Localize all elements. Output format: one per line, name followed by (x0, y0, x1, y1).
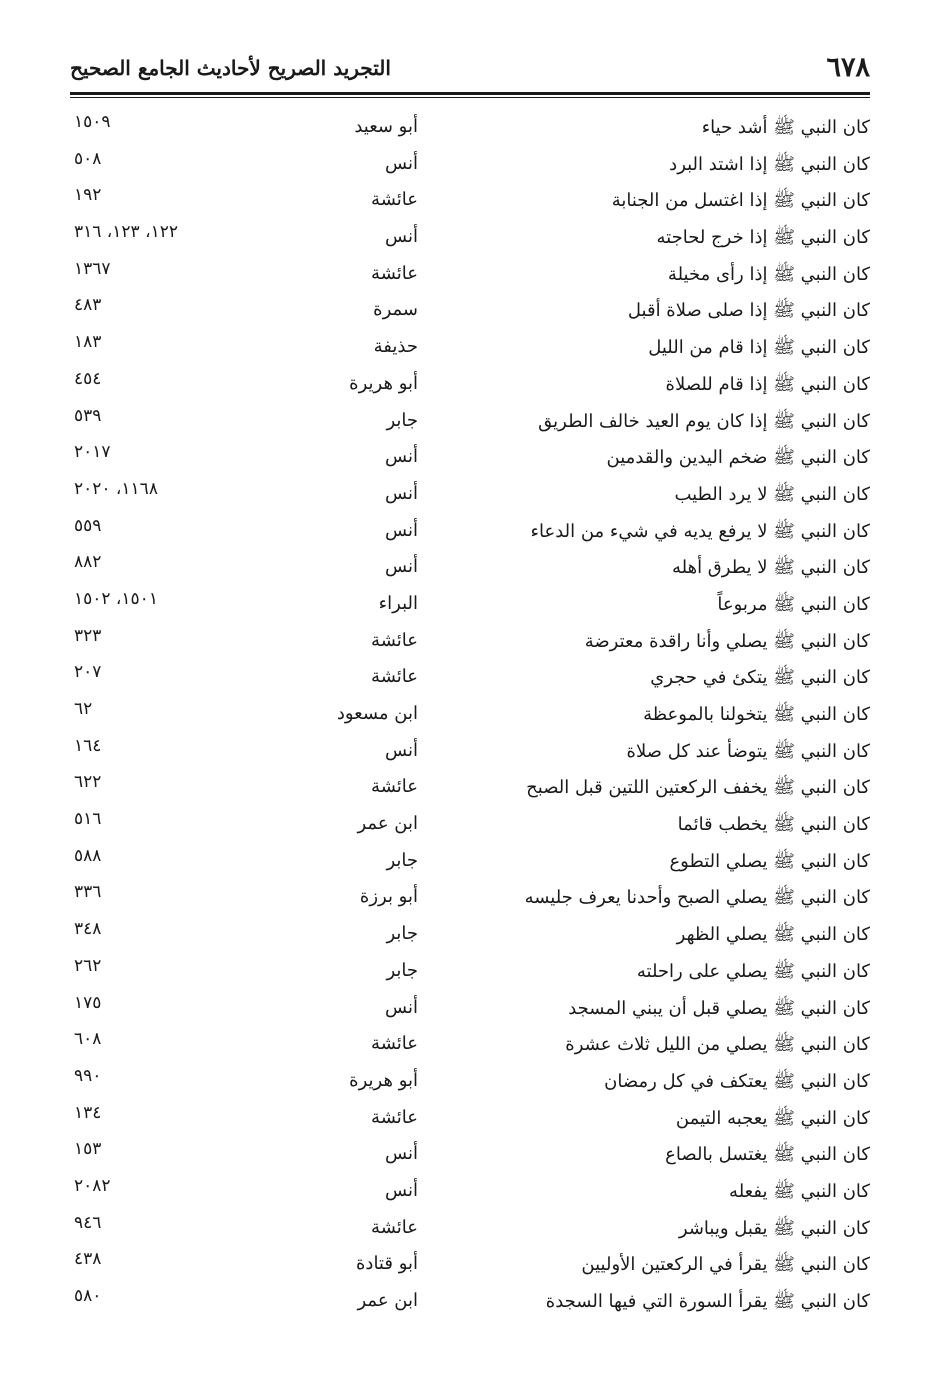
hadith-reference-numbers: ٥٥٩ (74, 515, 102, 536)
hadith-reference-numbers: ٥٨٨ (74, 845, 102, 866)
hadith-reference-numbers: ٨٨٢ (74, 552, 102, 573)
index-entry (70, 259, 870, 296)
index-entry (70, 626, 870, 663)
hadith-text: كان النبي ﷺ مربوعاً (717, 593, 870, 615)
hadith-text: كان النبي ﷺ إذا كان يوم العيد خالف الطريق (538, 410, 870, 432)
hadith-reference-numbers: ١٥٣ (74, 1139, 102, 1160)
narrator-name: ابن عمر (357, 1290, 418, 1311)
hadith-reference-numbers: ٦٠٨ (74, 1029, 102, 1050)
narrator-name: أنس (385, 446, 418, 468)
running-title: التجريد الصريح لأحاديث الجامع الصحيح (70, 56, 391, 80)
hadith-reference-numbers: ٥٣٩ (74, 405, 102, 426)
hadith-reference-numbers: ١٣٤ (74, 1102, 102, 1123)
index-entry (70, 1286, 870, 1323)
hadith-text: كان النبي ﷺ ضخم اليدين والقدمين (606, 447, 870, 469)
hadith-text: كان النبي ﷺ يعجبه التيمن (675, 1107, 870, 1129)
hadith-reference-numbers: ١٥٠٩ (74, 112, 111, 132)
index-entry (70, 736, 870, 773)
narrator-name: أبو هريرة (349, 372, 418, 394)
hadith-reference-numbers: ٥٨٠ (74, 1286, 102, 1306)
hadith-index-list (70, 112, 870, 1323)
index-entry (70, 699, 870, 736)
hadith-text: كان النبي ﷺ يتوضأ عند كل صلاة (626, 740, 870, 762)
hadith-reference-numbers: ٣٤٨ (74, 919, 102, 940)
hadith-text: كان النبي ﷺ يصلي قبل أن يبني المسجد (568, 997, 870, 1019)
narrator-name: عائشة (371, 776, 418, 798)
index-entry (70, 1249, 870, 1286)
hadith-reference-numbers: ١٢٢، ١٢٣، ٣١٦ (74, 222, 178, 243)
hadith-text: كان النبي ﷺ يصلي الظهر (676, 924, 870, 946)
index-entry (70, 479, 870, 516)
hadith-text: كان النبي ﷺ إذا قام من الليل (648, 337, 870, 359)
hadith-text: كان النبي ﷺ يقرأ في الركعتين الأوليين (581, 1254, 870, 1276)
narrator-name: أبو هريرة (349, 1069, 418, 1091)
index-entry (70, 772, 870, 809)
narrator-name: أنس (385, 1143, 418, 1165)
hadith-text: كان النبي ﷺ إذا رأى مخيلة (667, 263, 870, 285)
narrator-name: أنس (385, 519, 418, 541)
index-entry (70, 149, 870, 186)
narrator-name: جابر (386, 409, 418, 431)
narrator-name: جابر (386, 923, 418, 945)
hadith-text: كان النبي ﷺ إذا اشتد البرد (669, 153, 870, 175)
hadith-text: كان النبي ﷺ إذا قام للصلاة (665, 373, 870, 395)
index-entry (70, 993, 870, 1030)
narrator-name: سمرة (373, 299, 418, 321)
hadith-text: كان النبي ﷺ يخفف الركعتين اللتين قبل الصبح (526, 777, 870, 799)
hadith-reference-numbers: ٢٠٨٢ (74, 1175, 111, 1196)
narrator-name: أنس (385, 152, 418, 174)
index-entry (70, 442, 870, 479)
narrator-name: أبو سعيد (354, 116, 418, 137)
hadith-reference-numbers: ٢٠١٧ (74, 442, 111, 463)
index-entry (70, 369, 870, 406)
hadith-reference-numbers: ٥١٦ (74, 809, 102, 830)
narrator-name: جابر (386, 849, 418, 871)
index-entry (70, 1213, 870, 1250)
narrator-name: عائشة (371, 1033, 418, 1055)
index-entry (70, 956, 870, 993)
hadith-reference-numbers: ٢٠٧ (74, 662, 102, 683)
header-rule-thin (70, 97, 870, 98)
hadith-text: كان النبي ﷺ يتكئ في حجري (650, 667, 870, 689)
index-entry (70, 406, 870, 443)
hadith-text: كان النبي ﷺ يقبل ويباشر (678, 1217, 870, 1239)
narrator-name: حذيفة (373, 336, 418, 358)
index-entry (70, 112, 870, 149)
hadith-reference-numbers: ٤٨٣ (74, 295, 102, 316)
hadith-text: كان النبي ﷺ لا يرد الطيب (674, 483, 870, 505)
narrator-name: ابن مسعود (336, 703, 418, 724)
hadith-text: كان النبي ﷺ يخطب قائما (677, 814, 870, 836)
index-entry (70, 552, 870, 589)
index-entry (70, 1029, 870, 1066)
index-entry (70, 332, 870, 369)
narrator-name: أبو قتادة (356, 1253, 418, 1275)
index-entry (70, 882, 870, 919)
hadith-text: كان النبي ﷺ يفعله (729, 1180, 870, 1202)
hadith-reference-numbers: ٩٩٠ (74, 1065, 102, 1086)
hadith-reference-numbers: ٦٢ (74, 699, 93, 719)
hadith-text: كان النبي ﷺ يصلي وأنا راقدة معترضة (584, 630, 870, 652)
narrator-name: أبو برزة (359, 886, 418, 908)
narrator-name: البراء (378, 592, 418, 614)
hadith-reference-numbers: ٤٥٤ (74, 368, 102, 389)
hadith-reference-numbers: ١٨٣ (74, 332, 102, 353)
hadith-reference-numbers: ٤٣٨ (74, 1249, 102, 1270)
narrator-name: أنس (385, 226, 418, 248)
hadith-reference-numbers: ٣٣٦ (74, 882, 102, 903)
index-entry (70, 1139, 870, 1176)
index-entry (70, 1066, 870, 1103)
narrator-name: عائشة (371, 666, 418, 688)
index-entry (70, 919, 870, 956)
hadith-text: كان النبي ﷺ يصلي التطوع (669, 850, 870, 872)
hadith-text: كان النبي ﷺ لا يطرق أهله (671, 557, 870, 579)
hadith-reference-numbers: ١٣٦٧ (74, 258, 111, 279)
narrator-name: أنس (385, 1179, 418, 1201)
header-rule-thick (70, 92, 870, 95)
narrator-name: عائشة (371, 629, 418, 651)
index-entry (70, 1103, 870, 1140)
hadith-reference-numbers: ١٩٢ (74, 185, 102, 206)
hadith-reference-numbers: ٦٢٢ (74, 772, 102, 793)
index-entry (70, 222, 870, 259)
index-entry (70, 662, 870, 699)
hadith-text: كان النبي ﷺ لا يرفع يديه في شيء من الدعاء (530, 520, 870, 542)
index-entry (70, 589, 870, 626)
narrator-name: أنس (385, 556, 418, 578)
hadith-text: كان النبي ﷺ يصلي الصبح وأحدنا يعرف جليسه (524, 887, 870, 909)
hadith-text: كان النبي ﷺ يصلي من الليل ثلاث عشرة (565, 1034, 870, 1056)
narrator-name: أنس (385, 996, 418, 1018)
hadith-text: كان النبي ﷺ أشد حياء (701, 117, 870, 138)
narrator-name: عائشة (371, 1216, 418, 1238)
index-entry (70, 809, 870, 846)
hadith-reference-numbers: ١٥٠١، ١٥٠٢ (74, 588, 158, 609)
hadith-text: كان النبي ﷺ إذا اغتسل من الجنابة (611, 190, 870, 212)
index-entry (70, 185, 870, 222)
index-entry (70, 516, 870, 553)
narrator-name: عائشة (371, 262, 418, 284)
page-number: ٦٧٨ (826, 52, 870, 83)
hadith-reference-numbers: ٣٢٣ (74, 625, 102, 646)
index-entry (70, 846, 870, 883)
hadith-text: كان النبي ﷺ يتخولنا بالموعظة (643, 704, 870, 725)
page-header (70, 50, 870, 96)
narrator-name: أنس (385, 739, 418, 761)
narrator-name: عائشة (371, 1106, 418, 1128)
hadith-text: كان النبي ﷺ يصلي على راحلته (636, 960, 870, 982)
hadith-text: كان النبي ﷺ يقرأ السورة التي فيها السجدة (545, 1291, 870, 1312)
hadith-text: كان النبي ﷺ يغتسل بالصاع (665, 1144, 870, 1166)
hadith-text: كان النبي ﷺ يعتكف في كل رمضان (604, 1070, 870, 1092)
narrator-name: ابن عمر (357, 813, 418, 835)
narrator-name: أنس (385, 482, 418, 504)
narrator-name: عائشة (371, 189, 418, 211)
hadith-reference-numbers: ١٦٤ (74, 735, 102, 756)
hadith-text: كان النبي ﷺ إذا صلى صلاة أقبل (627, 300, 870, 322)
hadith-reference-numbers: ١١٦٨، ٢٠٢٠ (74, 478, 158, 499)
index-entry (70, 1176, 870, 1213)
hadith-reference-numbers: ١٧٥ (74, 992, 102, 1013)
hadith-reference-numbers: ٥٠٨ (74, 148, 102, 169)
hadith-reference-numbers: ٢٦٢ (74, 955, 102, 976)
hadith-reference-numbers: ٩٤٦ (74, 1212, 102, 1233)
hadith-text: كان النبي ﷺ إذا خرج لحاجته (656, 227, 870, 249)
narrator-name: جابر (386, 959, 418, 981)
index-entry (70, 295, 870, 332)
